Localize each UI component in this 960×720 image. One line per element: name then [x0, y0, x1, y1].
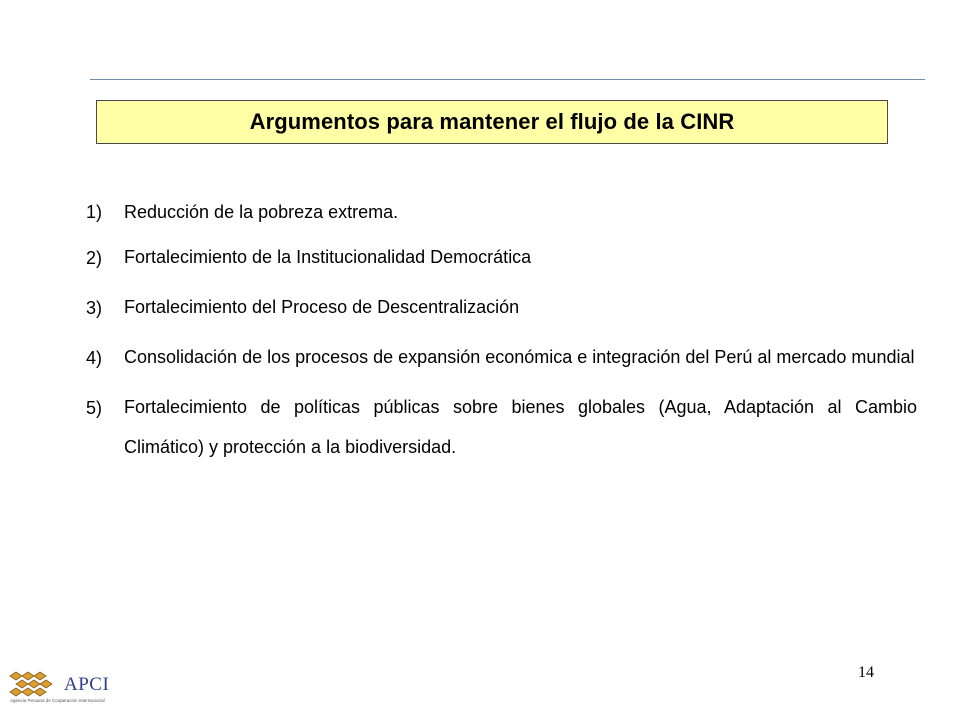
list-item-text: Fortalecimiento del Proceso de Descentralización	[124, 297, 520, 317]
list-item-number: 1)	[86, 202, 103, 222]
list-item-number: 3)	[86, 298, 103, 318]
slide-title: Argumentos para mantener el flujo de la CINR	[249, 109, 735, 134]
list-item-number: 5)	[86, 398, 103, 418]
list-item-number: 2)	[86, 248, 103, 268]
list-item	[86, 337, 917, 379]
apci-logo-icon	[8, 670, 60, 698]
apci-logo	[8, 668, 128, 708]
list-item-text: Fortalecimiento de políticas públicas sobre bienes globales (Agua, Adaptación al Cambio Climático) y protección a la biodiversidad.	[124, 397, 917, 457]
list-item	[86, 237, 917, 279]
list-item	[86, 195, 917, 229]
header-rule	[90, 79, 925, 80]
apci-logo-caption: Agencia Peruana de Cooperación Internacional	[10, 698, 105, 703]
list-item-text: Reducción de la pobreza extrema.	[124, 202, 399, 222]
list-item-text: Consolidación de los procesos de expansión económica e integración del Perú al mercado mundial	[124, 347, 915, 367]
list-item	[86, 287, 917, 329]
page-number: 14	[858, 664, 874, 681]
arguments-list	[86, 195, 917, 475]
title-box	[96, 100, 888, 144]
list-item-number: 4)	[86, 348, 103, 368]
list-item-text: Fortalecimiento de la Institucionalidad Democrática	[124, 247, 532, 267]
apci-logo-text: APCI	[64, 674, 110, 695]
list-item	[86, 387, 917, 467]
